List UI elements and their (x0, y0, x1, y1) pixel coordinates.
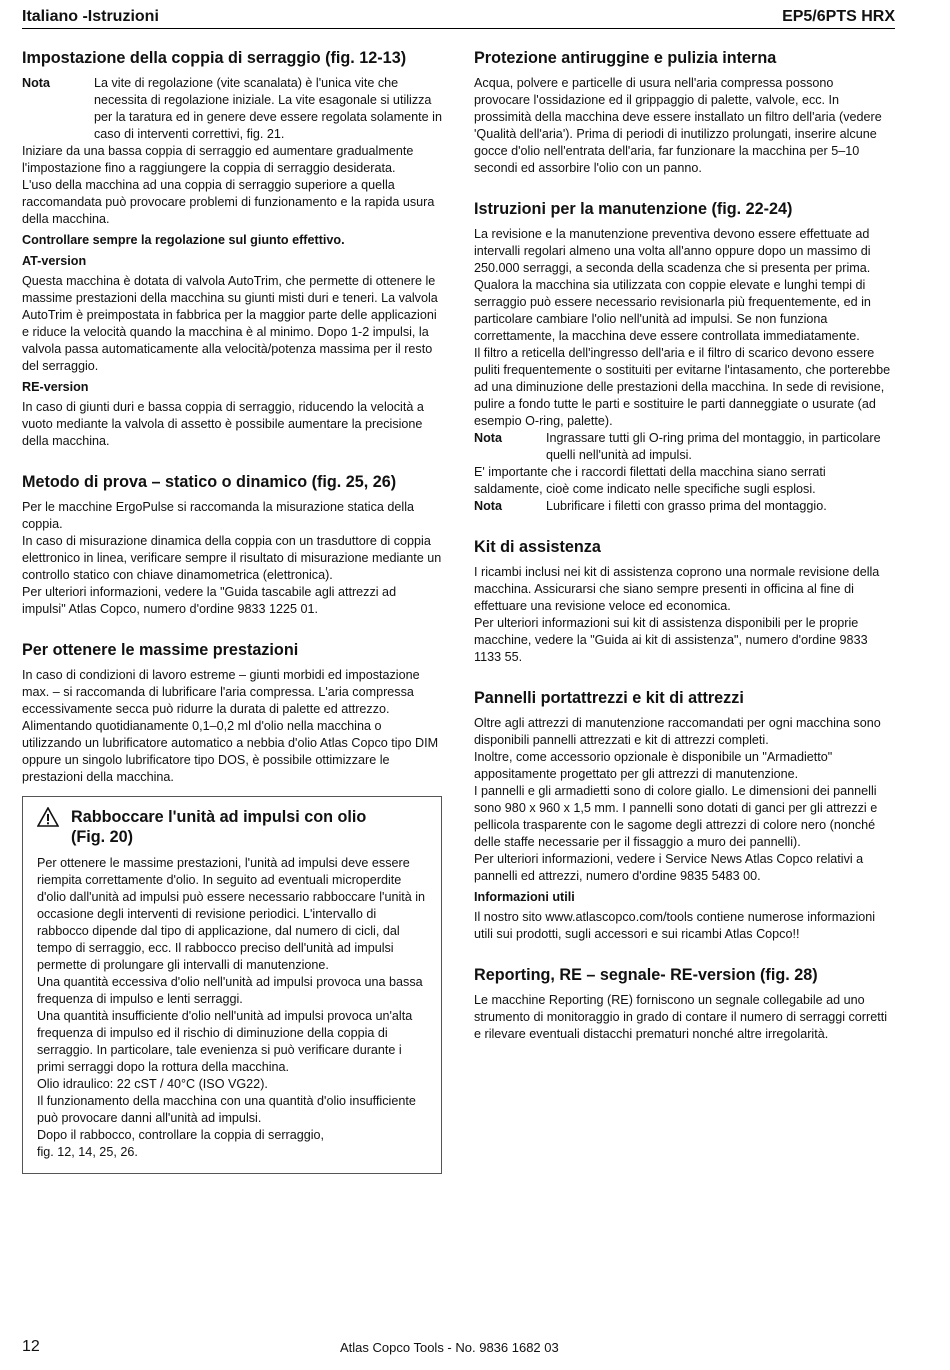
section-rust-protection (474, 48, 892, 177)
section-torque-setting (22, 48, 442, 450)
section-reporting (474, 965, 892, 1043)
section-title: Pannelli portattrezzi e kit di attrezzi (474, 689, 744, 707)
note-text: Ingrassare tutti gli O-ring prima del montaggio, in particolare quelli nell'unità ad impulsi. (546, 431, 881, 462)
note (474, 430, 892, 464)
paragraph: I ricambi inclusi nei kit di assistenza coprono una normale revisione della macchina. Assicurarsi che siano sempre presenti in officina al fine di effettuare una revisione veloce ed economica. (474, 565, 880, 613)
section-title: Per ottenere le massime prestazioni (22, 641, 299, 659)
section-max-performance (22, 640, 442, 786)
paragraph: Il filtro a reticella dell'ingresso dell'aria e il filtro di scarico devono essere puliti frequentemente o sostituiti per evitarne l'intasamento, che porterebbe ad una diminuzione delle prestazioni della macchina. In sede di revisione, pulire a fondo tutte le parti e sostituire le parti danneggiate o usurate (ad esempio O-ring, palette). (474, 346, 891, 428)
box-title-line1: Rabboccare l'unità ad impulsi con olio (71, 808, 367, 826)
paragraph: Per ulteriori informazioni, vedere i Service News Atlas Copco relativi a pannelli ed attrezzi, numero d'ordine 9835 5483 00. (474, 852, 864, 883)
paragraph: E' importante che i raccordi filettati della macchina siano serrati saldamente, cioè come indicato nelle specifiche sugli esplosi. (474, 465, 826, 496)
section-service-kit (474, 537, 892, 666)
section-tool-panels (474, 688, 892, 943)
paragraph: I pannelli e gli armadietti sono di colore giallo. Le dimensioni dei pannelli sono 980 x 960 x 1,5 mm. I pannelli sono dotati di ganci per gli attrezzi e pellicola trasparente con le sagome degli attrezzi di colore nero (nonché delle staffe necessarie per il fissaggio a muro dei pannelli). (474, 784, 878, 849)
box-title (37, 807, 427, 847)
section-test-method (22, 472, 442, 618)
paragraph: Le macchine Reporting (RE) forniscono un segnale collegabile ad uno strumento di monitoraggio in grado di contare il numero di serraggi corretti e rilevare eventuali distacchi prematuri nonché altre irregolarità. (474, 993, 887, 1041)
note-label: Nota (474, 431, 502, 445)
left-column (22, 48, 442, 1174)
box-title-line2: (Fig. 20) (71, 828, 134, 846)
paragraph: Acqua, polvere e particelle di usura nell'aria compressa possono provocare l'ossidazione ed il grippaggio di palette, valvole, ecc. In prossimità della macchina deve essere installato un filtro dell'aria (vedere 'Qualità dell'aria'). Prima di periodi di inutilizzo prolungati, inserire alcune gocce d'olio nell'entrata dell'aria, far funzionare la macchina per 5–10 secondi ed assorbire l'olio con un panno. (474, 76, 882, 175)
paragraph: Una quantità eccessiva d'olio nell'unità ad impulsi provoca una bassa frequenza di impulso e lenti serraggi. (37, 975, 423, 1006)
paragraph: Questa macchina è dotata di valvola AutoTrim, che permette di ottenere le massime prestazioni della macchina su giunti misti duri e teneri. La valvola AutoTrim è preimpostata in fabbrica per la maggior parte delle applicazioni e riduce la velocità quando la macchina è al minimo. Dopo 1-2 impulsi, la valvola passa automaticamente alla velocità/potenza massima per il resto del serraggio. (22, 274, 438, 373)
paragraph: Per ulteriori informazioni sui kit di assistenza disponibili per le proprie macchine, vedere la "Guida ai kit di assistenza", numero d'ordine 9833 1133 55. (474, 616, 868, 664)
paragraph: Per ulteriori informazioni, vedere la "Guida tascabile agli attrezzi ad impulsi" Atlas Copco, numero d'ordine 9833 1225 01. (22, 585, 397, 616)
bold-instruction: Controllare sempre la regolazione sul giunto effettivo. (22, 233, 345, 247)
page-header (22, 5, 895, 29)
section-title: Reporting, RE – segnale- RE-version (fig. 28) (474, 966, 818, 984)
header-model: EP5/6PTS HRX (782, 8, 895, 25)
paragraph: La revisione e la manutenzione preventiva devono essere effettuate ad intervalli regolari almeno una volta all'anno oppure dopo un massimo di 250.000 serraggi, a seconda della scadenza che si presenta per prima. Qualora la macchina sia utilizzata con coppie elevate e lunghi tempi di serraggio può essere necessario revisionarla più frequentemente, ed in particolare cambiare l'olio nell'unità ad impulsi. Se non funziona correttamente, la macchina deve essere controllata immediatamente. (474, 227, 871, 343)
paragraph: fig. 12, 14, 25, 26. (37, 1145, 138, 1159)
note-label: Nota (22, 76, 50, 90)
paragraph: Dopo il rabbocco, controllare la coppia di serraggio, (37, 1128, 325, 1142)
page-number: 12 (22, 1338, 40, 1355)
paragraph: Il funzionamento della macchina con una quantità d'olio insufficiente può provocare danni all'unità ad impulsi. (37, 1094, 416, 1125)
warning-triangle-icon (37, 807, 59, 827)
paragraph: In caso di giunti duri e bassa coppia di serraggio, riducendo la velocità a vuoto mediante la valvola di assetto è possibile aumentare la precisione della macchina. (22, 400, 424, 448)
oil-refill-box (22, 796, 442, 1174)
subheading-at-version: AT-version (22, 254, 87, 268)
note-text: La vite di regolazione (vite scanalata) è l'unica vite che necessita di regolazione iniziale. La vite esagonale si utilizza per la taratura ed in genere deve essere regolata solamente in caso di interventi correttivi, fig. 21. (94, 76, 442, 141)
subheading-re-version: RE-version (22, 380, 89, 394)
paragraph: Una quantità insufficiente d'olio nell'unità ad impulsi provoca un'alta frequenza di impulso ed il rischio di diminuzione della coppia di serraggio. In particolare, tale evenienza si può verificare durante i primi serraggi dopo la rottura della macchina. (37, 1009, 413, 1074)
note (22, 75, 442, 143)
header-language: Italiano -Istruzioni (22, 8, 159, 25)
paragraph: Per le macchine ErgoPulse si raccomanda la misurazione statica della coppia. (22, 500, 414, 531)
paragraph: Iniziare da una bassa coppia di serraggio ed aumentare gradualmente l'impostazione fino a raggiungere la coppia di serraggio desiderata. (22, 144, 414, 175)
paragraph: Oltre agli attrezzi di manutenzione raccomandati per ogni macchina sono disponibili pannelli attrezzati e kit di attrezzi completi. (474, 716, 881, 747)
section-title: Protezione antiruggine e pulizia interna (474, 49, 777, 67)
right-column (474, 48, 892, 1065)
subheading-useful-info: Informazioni utili (474, 890, 575, 904)
paragraph: Olio idraulico: 22 cST / 40°C (ISO VG22). (37, 1077, 268, 1091)
section-title: Metodo di prova – statico o dinamico (fig. 25, 26) (22, 473, 397, 491)
paragraph: In caso di misurazione dinamica della coppia con un trasduttore di coppia elettronico in linea, verificare sempre il risultato di misurazione mediante un controllo statico con chiave dinamometrica (elettronica). (22, 534, 442, 582)
footer-text: Atlas Copco Tools - No. 9836 1682 03 (340, 1340, 559, 1355)
section-title: Kit di assistenza (474, 538, 601, 556)
paragraph: Per ottenere le massime prestazioni, l'unità ad impulsi deve essere riempita correttamente d'olio. In seguito ad eventuali microperdite d'olio dall'unità ad impulsi può essere necessario rabboccare l'unità in occasione degli interventi di revisione periodici. L'intervallo di rabbocco dipende dal tipo di applicazione, dal numero di cicli, dal tempo di serraggio, ecc. Il rabbocco preciso dell'unità ad impulsi permette di prolungare gli intervalli di manutenzione. (37, 856, 426, 972)
section-title: Impostazione della coppia di serraggio (fig. 12-13) (22, 49, 407, 67)
paragraph: In caso di condizioni di lavoro estreme – giunti morbidi ed impostazione max. – si raccomanda di lubrificare l'aria compressa. L'aria compressa eccessivamente secca può ridurre la durata di palette ed attrezzo. Alimentando quotidianamente 0,1–0,2 ml d'olio nella macchina o utilizzando un lubrificatore automatico a nebbia d'olio Atlas Copco tipo DIM oppure un singolo lubrificatore tipo DOS, è possibile ottimizzare le prestazioni della macchina. (22, 668, 439, 784)
paragraph: L'uso della macchina ad una coppia di serraggio superiore a quella raccomandata può provocare problemi di funzionamento e la rapida usura della macchina. (22, 178, 435, 226)
note-label: Nota (474, 499, 502, 513)
section-maintenance (474, 199, 892, 515)
note (474, 498, 892, 515)
section-title: Istruzioni per la manutenzione (fig. 22-24) (474, 200, 793, 218)
paragraph: Il nostro sito www.atlascopco.com/tools contiene numerose informazioni utili sui prodotti, sugli accessori e sui ricambi Atlas Copco!! (474, 910, 876, 941)
note-text: Lubrificare i filetti con grasso prima del montaggio. (546, 499, 827, 513)
paragraph: Inoltre, come accessorio opzionale è disponibile un "Armadietto" appositamente progettato per gli attrezzi di manutenzione. (474, 750, 833, 781)
